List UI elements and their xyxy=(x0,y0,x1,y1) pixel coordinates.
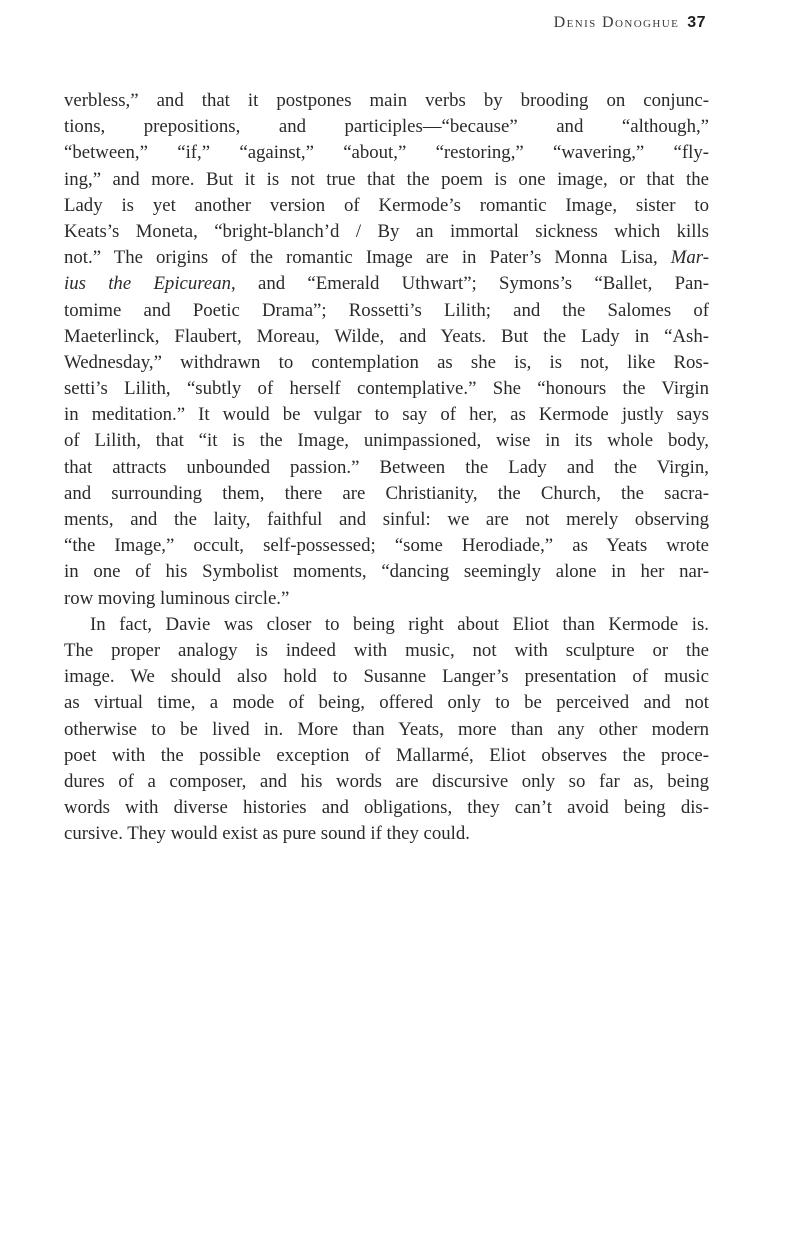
text-line: row moving luminous circle.” xyxy=(64,587,290,609)
text-line: that attracts unbounded passion.” Between the Lady and the Virgin, xyxy=(64,456,709,478)
text-line: setti’s Lilith, “subtly of herself contemplative.” She “honours the Virgin xyxy=(64,378,709,400)
text-line: in meditation.” It would be vulgar to say of her, as Kermode justly says xyxy=(64,404,709,426)
text-line: in one of his Symbolist moments, “dancing seemingly alone in her nar- xyxy=(64,561,709,583)
text-line: Keats’s Moneta, “bright-blanch’d / By an immortal sickness which kills xyxy=(64,220,709,242)
italic-title: ius the Epicurean xyxy=(64,273,231,295)
text-line: as virtual time, a mode of being, offered only to be perceived and not xyxy=(64,692,709,714)
text-line: tions, prepositions, and participles—“because” and “although,” xyxy=(64,116,709,138)
text-line xyxy=(64,271,709,297)
text-line: Wednesday,” withdrawn to contemplation as she is, is not, like Ros- xyxy=(64,351,709,373)
text-line: cursive. They would exist as pure sound if they could. xyxy=(64,823,470,845)
text-line: Maeterlinck, Flaubert, Moreau, Wilde, and Yeats. But the Lady in “Ash- xyxy=(64,325,709,347)
text-line-segment: not.” The origins of the romantic Image are in Pater’s Monna Lisa, xyxy=(64,247,671,269)
body-text xyxy=(64,88,709,847)
text-line: poet with the possible exception of Mallarmé, Eliot observes the proce- xyxy=(64,744,709,766)
text-line xyxy=(64,245,709,271)
running-head xyxy=(554,14,706,32)
text-line: “the Image,” occult, self-possessed; “some Herodiade,” as Yeats wrote xyxy=(64,535,709,557)
text-line: words with diverse histories and obligations, they can’t avoid being dis- xyxy=(64,797,709,819)
italic-title: Mar- xyxy=(670,247,709,269)
paragraph xyxy=(64,612,709,848)
paragraph xyxy=(64,88,709,612)
text-line: Lady is yet another version of Kermode’s romantic Image, sister to xyxy=(64,194,709,216)
running-head-author: Denis Donoghue xyxy=(553,14,680,31)
text-line: ing,” and more. But it is not true that the poem is one image, or that the xyxy=(64,168,709,190)
text-line: image. We should also hold to Susanne Langer’s presentation of music xyxy=(64,666,709,688)
text-line: of Lilith, that “it is the Image, unimpassioned, wise in its whole body, xyxy=(64,430,709,452)
text-line: In fact, Davie was closer to being right about Eliot than Kermode is. xyxy=(90,613,709,635)
text-line: otherwise to be lived in. More than Yeats, more than any other modern xyxy=(64,718,709,740)
text-line-segment: , and “Emerald Uthwart”; Symons’s “Ballet, Pan- xyxy=(231,273,710,295)
text-line: dures of a composer, and his words are discursive only so far as, being xyxy=(64,770,709,792)
text-line: and surrounding them, there are Christianity, the Church, the sacra- xyxy=(64,482,709,504)
text-line: tomime and Poetic Drama”; Rossetti’s Lilith; and the Salomes of xyxy=(64,299,709,321)
text-line: verbless,” and that it postpones main verbs by brooding on conjunc- xyxy=(64,90,709,111)
text-line: ments, and the laity, faithful and sinful: we are not merely observing xyxy=(64,509,709,530)
text-line: The proper analogy is indeed with music, not with sculpture or the xyxy=(64,639,709,661)
page-number: 37 xyxy=(687,14,706,31)
text-line: “between,” “if,” “against,” “about,” “restoring,” “wavering,” “fly- xyxy=(64,142,709,164)
